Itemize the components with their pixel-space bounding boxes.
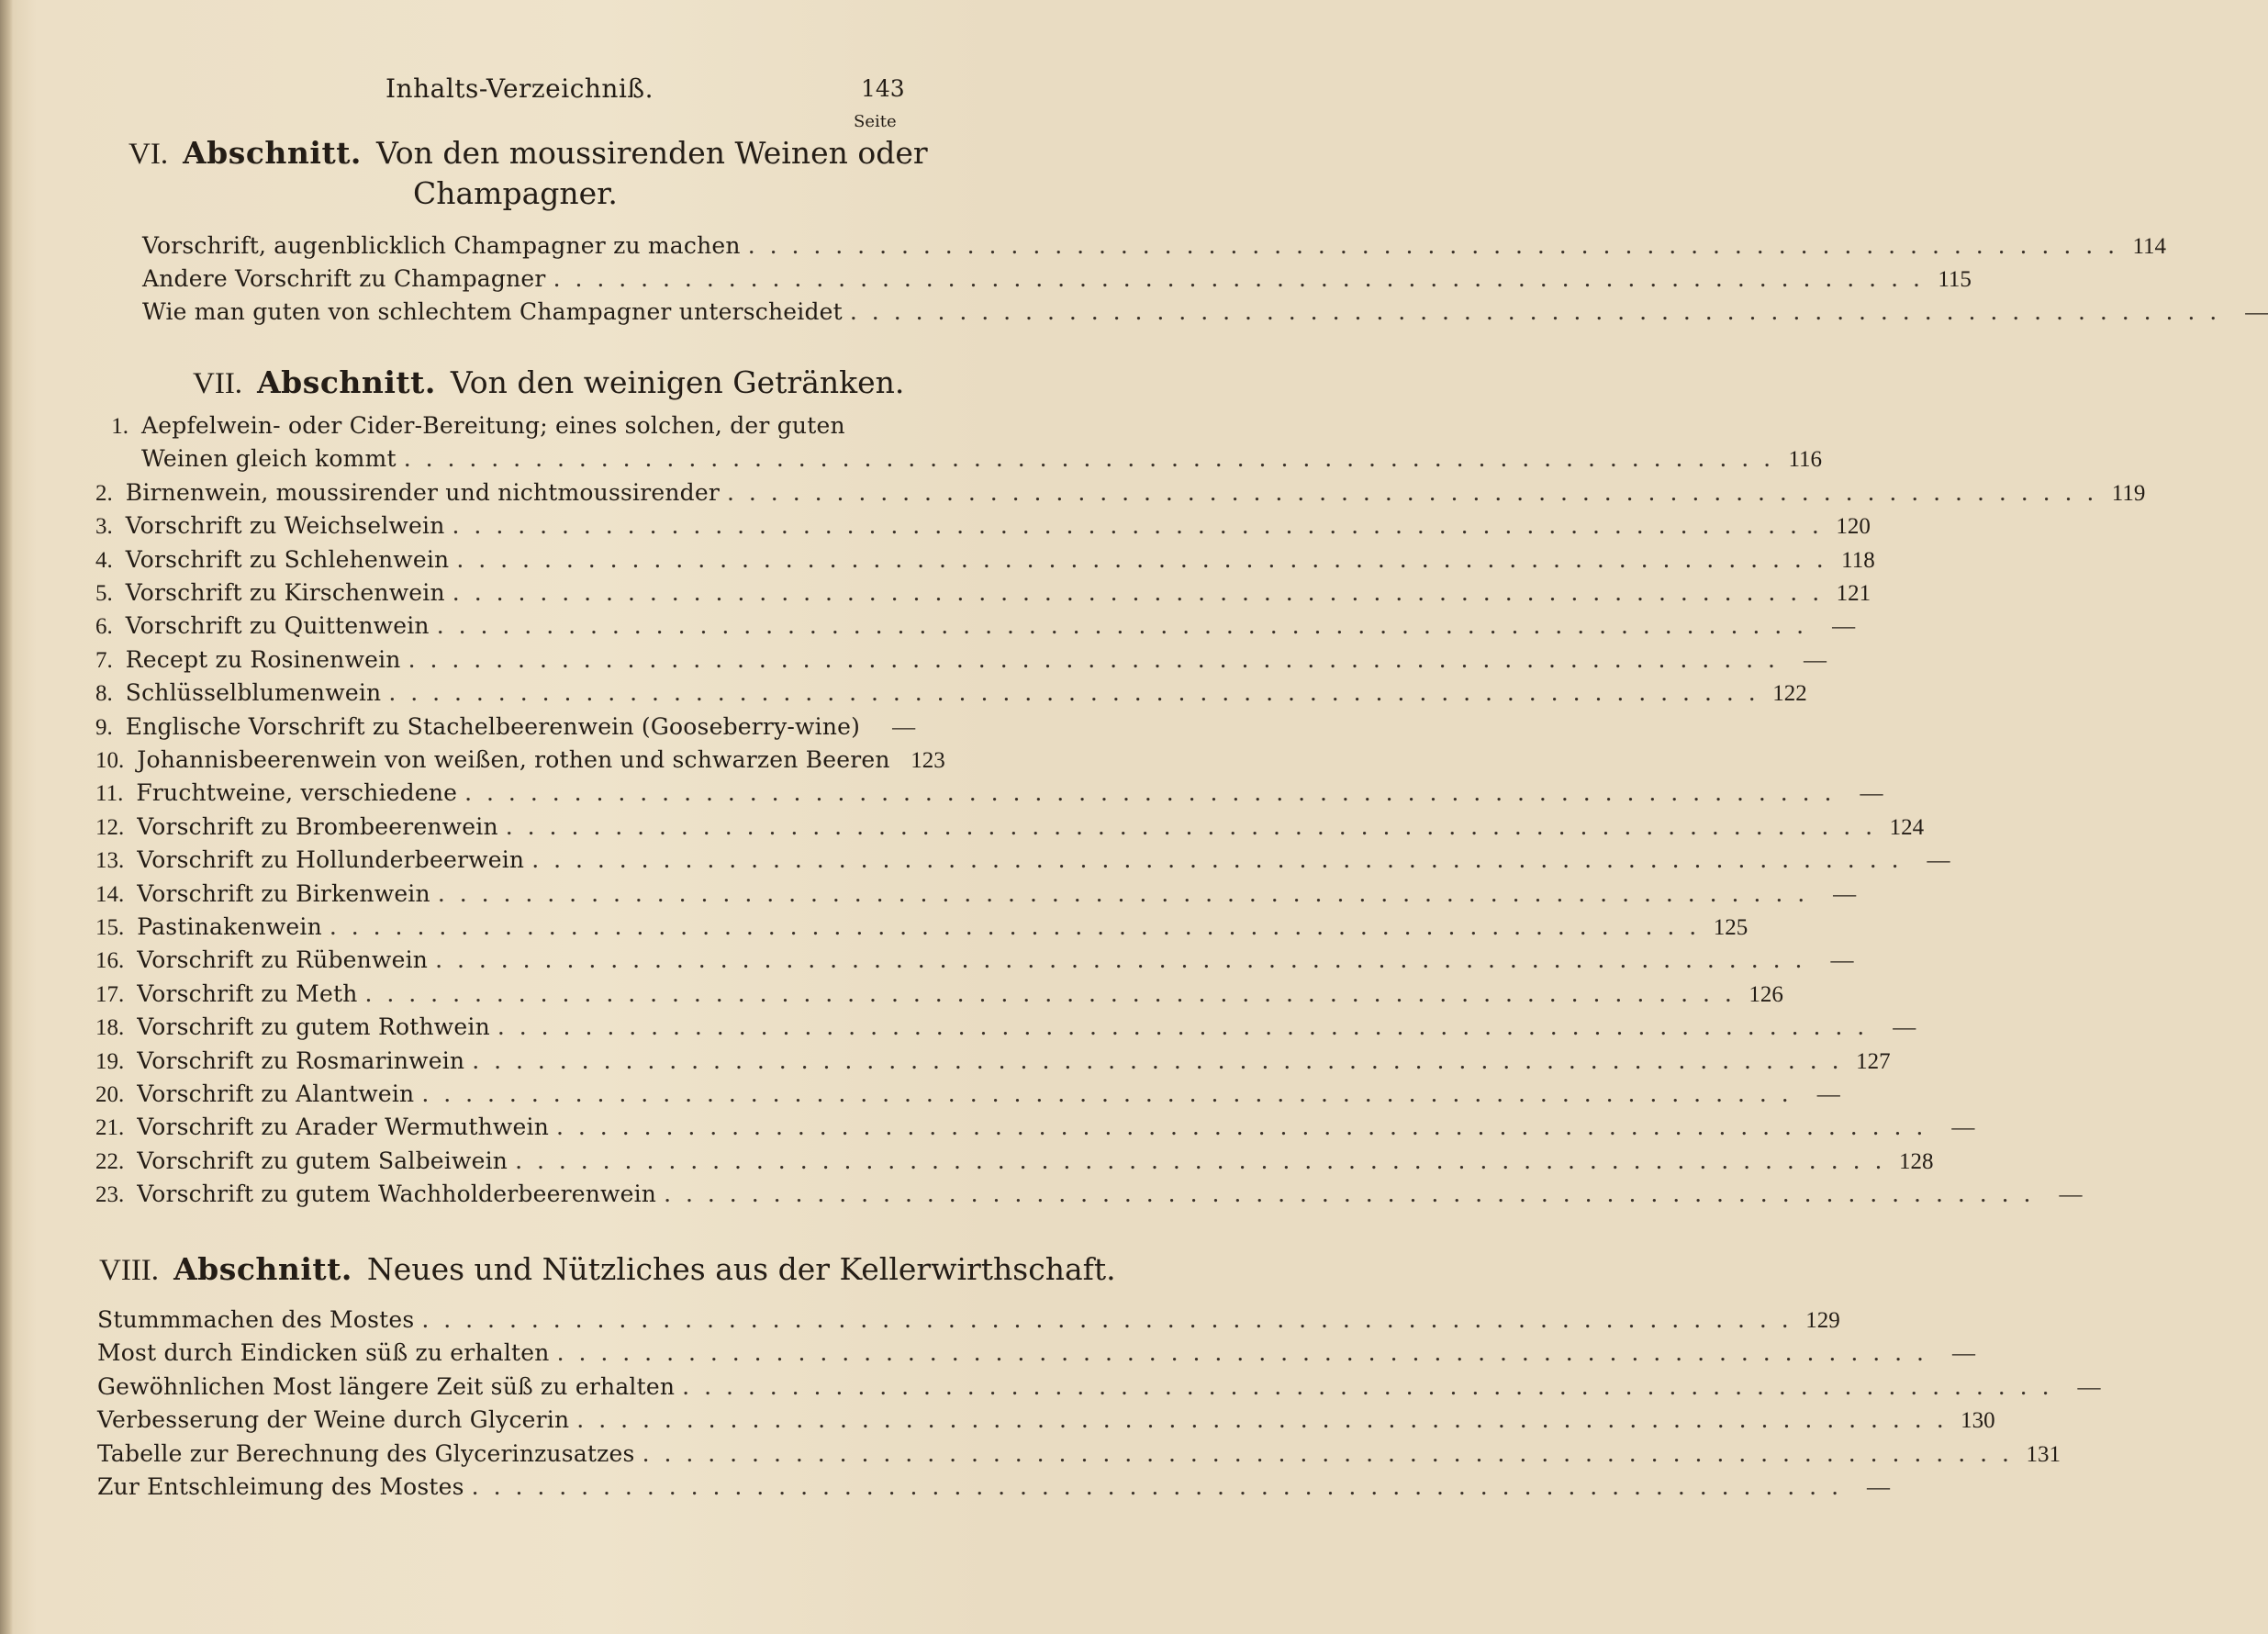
entry-number: 2. — [95, 480, 113, 506]
toc-entry[interactable] — [95, 777, 1883, 810]
section-title: Von den weinigen Getränken. — [450, 364, 905, 400]
toc-entry[interactable] — [95, 744, 945, 777]
dot-leader — [642, 1438, 2013, 1471]
entry-title: Vorschrift zu Arader Wermuthwein — [137, 1114, 550, 1141]
dot-leader — [531, 844, 1902, 877]
entry-page: 125 — [1713, 915, 1748, 940]
entry-title: Pastinakenwein — [137, 913, 322, 940]
entry-page: 129 — [1805, 1308, 1840, 1333]
toc-entry[interactable] — [95, 610, 1856, 643]
entry-number: 23. — [95, 1182, 125, 1208]
dot-leader — [388, 677, 1759, 710]
toc-entry[interactable] — [97, 1304, 1840, 1337]
entry-title: Tabelle zur Berechnung des Glycerinzusatzes — [97, 1439, 635, 1467]
entry-title: Vorschrift zu Quittenwein — [125, 612, 430, 640]
entry-number: 22. — [95, 1148, 125, 1174]
entry-title: Schlüsselblumenwein — [125, 679, 382, 707]
section-roman: VI. — [128, 138, 169, 171]
page-header — [0, 73, 999, 110]
section-vii-heading — [193, 364, 904, 403]
entry-number: 7. — [95, 647, 113, 673]
toc-entry[interactable] — [95, 409, 903, 442]
entry-number: 8. — [95, 681, 113, 707]
entry-title: Englische Vorschrift zu Stachelbeerenwein (Gooseberry-wine) — [125, 712, 861, 740]
dot-leader — [748, 229, 2118, 263]
entry-title: Vorschrift zu gutem Wachholderbeerenwein — [137, 1181, 657, 1208]
toc-entry[interactable] — [95, 878, 1857, 911]
entry-page: 128 — [1898, 1148, 1934, 1174]
toc-entry[interactable] — [95, 1145, 1934, 1178]
section-roman: VIII. — [99, 1254, 160, 1287]
toc-entry[interactable] — [95, 811, 1925, 844]
entry-page: 118 — [1841, 547, 1875, 573]
entry-title: Johannisbeerenwein von weißen, rothen und schwarzen Beeren — [137, 746, 890, 773]
entry-page: 126 — [1748, 981, 1783, 1007]
toc-entry[interactable] — [97, 1471, 1891, 1504]
dot-leader — [576, 1404, 1947, 1437]
entry-title: Vorschrift zu Hollunderbeerwein — [137, 846, 525, 874]
section-label: Abschnitt. — [173, 1251, 352, 1287]
dot-leader — [557, 1337, 1927, 1370]
section-label: Abschnitt. — [183, 135, 362, 171]
entry-page: 127 — [1856, 1048, 1891, 1074]
entry-title: Vorschrift zu gutem Salbeiwein — [137, 1147, 508, 1174]
entry-number: 12. — [95, 814, 125, 840]
toc-entry[interactable] — [95, 1111, 1975, 1144]
toc-entry-continuation — [141, 442, 1823, 476]
dot-leader — [408, 644, 1779, 677]
entry-title: Vorschrift zu Meth — [137, 979, 358, 1007]
entry-title: Birnenwein, moussirender und nichtmoussirender — [125, 478, 721, 506]
toc-entry[interactable] — [95, 1078, 1840, 1111]
dot-leader — [456, 543, 1827, 576]
entry-page: 115 — [1938, 267, 1972, 292]
entry-page: — — [1927, 848, 1950, 874]
dot-leader — [452, 576, 1823, 610]
running-title: Inhalts-Verzeichniß. — [385, 73, 654, 104]
entry-page: — — [1951, 1341, 1975, 1367]
entry-page: — — [1893, 1015, 1916, 1041]
page-column-label: Seite — [854, 112, 897, 131]
dot-leader — [664, 1178, 2034, 1211]
entry-number: 10. — [95, 748, 125, 773]
entry-title: Vorschrift zu Brombeerenwein — [137, 812, 498, 840]
page-number: 143 — [861, 75, 905, 102]
toc-entry[interactable] — [97, 1371, 2101, 1404]
dot-leader — [452, 509, 1823, 543]
entry-page: — — [1830, 948, 1854, 974]
entry-number: 1. — [111, 414, 128, 439]
entry-number: 11. — [95, 781, 124, 807]
entry-page: — — [2059, 1182, 2083, 1208]
entry-title: Stummmachen des Mostes — [97, 1306, 415, 1333]
entry-title: Vorschrift zu Schlehenwein — [125, 545, 450, 573]
entry-page: — — [1867, 1475, 1891, 1500]
entry-number: 15. — [95, 915, 125, 940]
toc-entry[interactable] — [95, 576, 1871, 610]
entry-page: 131 — [2026, 1441, 2061, 1467]
toc-entry[interactable] — [142, 296, 2268, 329]
toc-entry[interactable] — [95, 509, 1871, 543]
entry-page: 130 — [1961, 1408, 1995, 1434]
entry-title: Wie man guten von schlechtem Champagner unterscheidet — [142, 298, 843, 325]
entry-title: Recept zu Rosinenwein — [125, 645, 401, 673]
entry-page: — — [1860, 781, 1883, 807]
toc-entry[interactable] — [95, 911, 1748, 944]
section-title: Neues und Nützliches aus der Kellerwirthschaft. — [366, 1251, 1116, 1287]
entry-page: 119 — [2111, 480, 2146, 506]
entry-title: Fruchtweine, verschiedene — [136, 779, 458, 807]
toc-entry[interactable] — [95, 711, 916, 744]
entry-number: 19. — [95, 1048, 125, 1074]
entry-number: 4. — [95, 547, 113, 573]
page-spine-shadow — [0, 0, 13, 1634]
entry-page: — — [1816, 1082, 1840, 1107]
dot-leader — [421, 1078, 1792, 1111]
section-label: Abschnitt. — [257, 364, 436, 400]
entry-number: 9. — [95, 714, 113, 740]
entry-title: Vorschrift zu Rübenwein — [137, 946, 429, 974]
entry-number: 16. — [95, 948, 125, 974]
section-vi-heading-line2 — [413, 174, 618, 213]
toc-entry[interactable] — [97, 1438, 2061, 1471]
entry-title: Vorschrift zu Kirschenwein — [125, 579, 445, 606]
dot-leader — [727, 476, 2097, 509]
entry-page: — — [1832, 614, 1856, 640]
toc-entry[interactable] — [95, 1178, 2083, 1211]
dot-leader — [682, 1371, 2052, 1404]
dot-leader — [365, 978, 1736, 1011]
entry-title: Aepfelwein- oder Cider-Bereitung; eines solchen, der guten — [141, 412, 845, 439]
toc-entry[interactable] — [95, 476, 2146, 509]
entry-page: 123 — [911, 748, 945, 773]
section-viii-heading — [99, 1250, 1116, 1290]
dot-leader — [515, 1145, 1885, 1178]
toc-entry[interactable] — [95, 1045, 1891, 1078]
toc-entry[interactable] — [142, 263, 1972, 296]
entry-page: — — [2077, 1374, 2101, 1400]
toc-entry[interactable] — [97, 1337, 1975, 1370]
toc-entry[interactable] — [95, 978, 1783, 1011]
dot-leader — [330, 911, 1700, 944]
entry-page: 121 — [1836, 581, 1871, 606]
dot-leader — [438, 878, 1808, 911]
toc-entry[interactable] — [95, 543, 1875, 576]
entry-number: 6. — [95, 614, 113, 640]
dot-leader — [437, 610, 1807, 643]
entry-number: 5. — [95, 581, 113, 606]
dot-leader — [472, 1471, 1842, 1504]
entry-title: Vorschrift zu Rosmarinwein — [137, 1046, 465, 1074]
entry-page: 124 — [1889, 814, 1925, 840]
entry-title: Zur Entschleimung des Mostes — [97, 1473, 464, 1500]
entry-page: 122 — [1772, 681, 1807, 707]
entry-title: Vorschrift zu Weichselwein — [125, 512, 445, 540]
dot-leader — [435, 944, 1805, 977]
toc-entry[interactable] — [95, 944, 1854, 977]
entry-title: Vorschrift zu Alantwein — [137, 1080, 415, 1107]
dot-leader — [472, 1045, 1842, 1078]
toc-entry[interactable] — [95, 677, 1807, 710]
entry-page: 120 — [1836, 514, 1871, 540]
section-title: Von den moussirenden Weinen oder — [375, 135, 928, 171]
entry-number: 18. — [95, 1015, 125, 1041]
dot-leader — [404, 442, 1774, 476]
entry-number: 3. — [95, 514, 113, 540]
dot-leader — [497, 1011, 1868, 1044]
entry-title-continued: Weinen gleich kommt — [141, 445, 397, 473]
section-title-continued: Champagner. — [413, 175, 618, 211]
entry-page: — — [892, 714, 916, 740]
entry-title: Gewöhnlichen Most längere Zeit süß zu erhalten — [97, 1372, 676, 1400]
entry-number: 14. — [95, 881, 125, 907]
dot-leader — [421, 1304, 1792, 1337]
toc-entry[interactable] — [95, 644, 1827, 677]
section-vi-heading — [128, 134, 928, 173]
entry-title: Vorschrift zu Birkenwein — [137, 879, 430, 907]
toc-entry[interactable] — [95, 844, 1950, 877]
entry-page: 116 — [1788, 447, 1823, 473]
dot-leader — [556, 1111, 1927, 1144]
entry-page: — — [1803, 647, 1827, 673]
dot-leader — [464, 777, 1835, 810]
entry-number: 17. — [95, 981, 125, 1007]
dot-leader — [506, 811, 1876, 844]
toc-entry[interactable] — [142, 229, 2167, 263]
entry-number: 21. — [95, 1115, 125, 1141]
dot-leader — [850, 296, 2220, 329]
entry-page: — — [2245, 300, 2268, 325]
toc-entry[interactable] — [97, 1404, 1995, 1437]
entry-page: 114 — [2132, 234, 2167, 259]
entry-title: Verbesserung der Weine durch Glycerin — [97, 1406, 570, 1434]
entry-page: — — [1833, 881, 1857, 907]
entry-title: Vorschrift, augenblicklich Champagner zu machen — [142, 232, 741, 259]
entry-page: — — [1951, 1115, 1975, 1141]
section-roman: VII. — [193, 367, 243, 400]
dot-leader — [553, 263, 1924, 296]
entry-title: Most durch Eindicken süß zu erhalten — [97, 1339, 550, 1367]
entry-number: 20. — [95, 1082, 125, 1107]
entry-title: Vorschrift zu gutem Rothwein — [137, 1013, 490, 1041]
toc-entry[interactable] — [95, 1011, 1916, 1044]
entry-number: 13. — [95, 848, 125, 874]
entry-title: Andere Vorschrift zu Champagner — [142, 265, 546, 292]
